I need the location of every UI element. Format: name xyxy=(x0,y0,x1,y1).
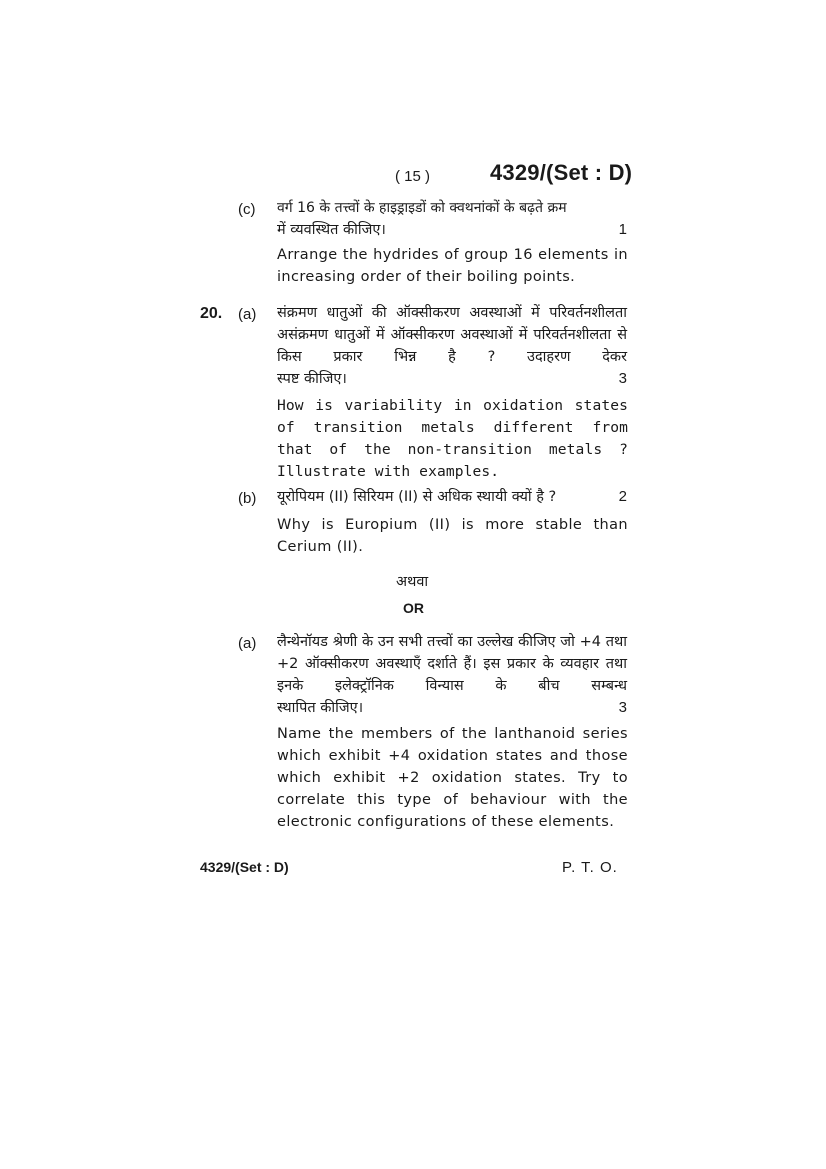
q19c-hindi-line2: में व्यवस्थित कीजिए। xyxy=(277,222,386,238)
q19c-english: Arrange the hydrides of group 16 elements in increasing order of their boiling points. xyxy=(277,247,628,285)
part-label-c: (c) xyxy=(238,201,256,218)
part-label-20a: (a) xyxy=(238,306,257,323)
question-number-20: 20. xyxy=(200,305,223,322)
q20a-hindi: संक्रमण धातुओं की ऑक्सीकरण अवस्थाओं में परिवर्तनशीलता असंक्रमण धातुओं में ऑक्सीकरण अवस्थाओं में परिवर्तनशीलता से किस प्रकार भिन्न है ? उदाहरण देकर xyxy=(277,305,627,365)
alt-a-english: Name the members of the lanthanoid series which exhibit +4 oxidation states and those which exhibit +2 oxidation states. Try to correlate this type of behaviour with the electronic configurations of these elements. xyxy=(277,726,628,830)
part-label-alt-a: (a) xyxy=(238,635,257,652)
q19c-marks: 1 xyxy=(618,221,627,238)
q20b-english: Why is Europium (II) is more stable than Cerium (II). xyxy=(277,517,628,555)
q19c-hindi-line2-row xyxy=(277,219,627,241)
q19c-hindi-line1: वर्ग 16 के तत्त्वों के हाइड्राइडों को क्वथनांकों के बढ़ते क्रम xyxy=(277,200,567,216)
q20b-marks: 2 xyxy=(618,488,627,505)
part-label-20b: (b) xyxy=(238,490,257,507)
page-number: ( 15 ) xyxy=(395,168,431,185)
q20a-hindi-last: स्पष्ट कीजिए। xyxy=(277,371,347,387)
alt-a-marks: 3 xyxy=(618,699,627,716)
or-hindi: अथवा xyxy=(396,574,429,590)
paper-code-header: 4329/(Set : D) xyxy=(490,160,633,185)
pto-text: P. T. O. xyxy=(562,859,618,876)
q20a-hindi-last-row xyxy=(277,368,627,390)
or-english: OR xyxy=(403,600,424,616)
q20b-hindi: यूरोपियम (II) सिरियम (II) से अधिक स्थायी क्यों है ? xyxy=(277,489,557,505)
q20a-english: How is variability in oxidation states of transition metals different from that of the non-transition metals ? Illustrate with examples. xyxy=(277,397,628,480)
q20b-hindi-row xyxy=(277,486,627,508)
alt-a-hindi: लैन्थेनॉयड श्रेणी के उन सभी तत्त्वों का उल्लेख कीजिए जो +4 तथा +2 ऑक्सीकरण अवस्थाएँ दर्शाते हैं। इस प्रकार के व्यवहार तथा इनके इलेक्ट्रॉनिक विन्यास के बीच सम्बन्ध xyxy=(277,634,627,694)
paper-code-footer: 4329/(Set : D) xyxy=(200,859,289,875)
q19c-hindi xyxy=(277,197,627,241)
alt-a-hindi-last: स्थापित कीजिए। xyxy=(277,700,364,716)
alt-a-hindi-last-row xyxy=(277,697,627,719)
q20a-marks: 3 xyxy=(618,370,627,387)
